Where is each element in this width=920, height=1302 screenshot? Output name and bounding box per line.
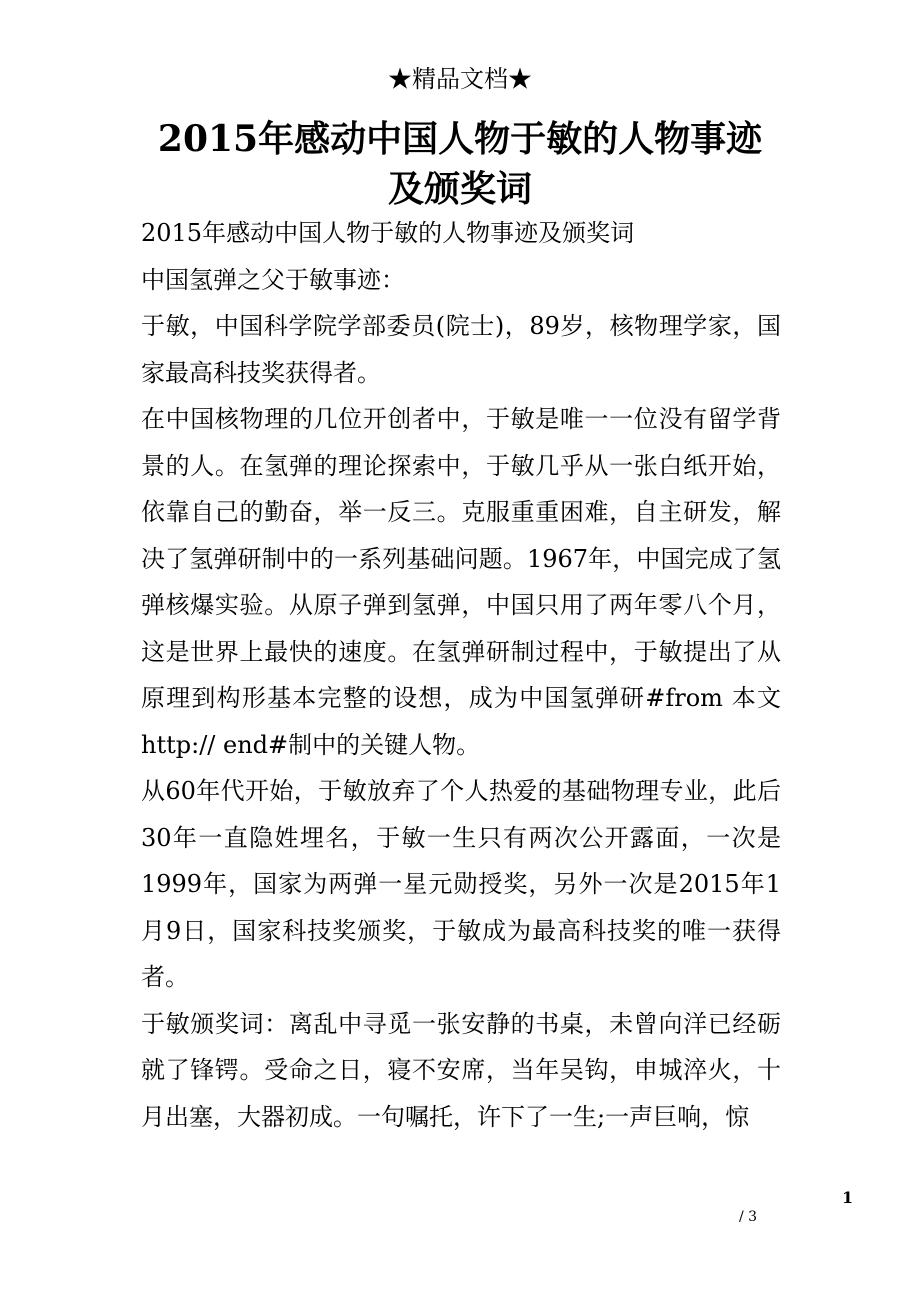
page-total: / 3: [739, 1209, 758, 1225]
paragraph-heading: 中国氢弹之父于敏事迹：: [141, 265, 405, 294]
paragraph-career: 从60年代开始，于敏放弃了个人热爱的基础物理专业，此后30年一直隐姓埋名，于敏一生只有两次公开露面，一次是1999年，国家为两弹一星元勋授奖，另外一次是2015年1月9日，国家科技奖颁奖，于敏成为最高科技奖的唯一获得者。: [141, 777, 781, 991]
paragraph-achievements: 在中国核物理的几位开创者中，于敏是唯一一位没有留学背景的人。在氢弹的理论探索中，于敏几乎从一张白纸开始，依靠自己的勤奋，举一反三。克服重重困难，自主研发，解决了氢弹研制中的一系列基础问题。1967年，中国完成了氢弹核爆实验。从原子弹到氢弹，中国只用了两年零八个月，这是世界上最快的速度。在氢弹研制过程中，于敏提出了从原理到构形基本完整的设想，成为中国氢弹研#from 本文http:// end#制中的关键人物。: [141, 405, 781, 759]
header-mark: ★精品文档★: [388, 65, 532, 93]
paragraph-subtitle: 2015年感动中国人物于敏的人物事迹及颁奖词: [141, 219, 635, 247]
document-title: 2015年感动中国人物于敏的人物事迹及颁奖词: [157, 118, 763, 210]
paragraph-intro: 于敏，中国科学院学部委员(院士)，89岁，核物理学家，国家最高科技奖获得者。: [141, 312, 781, 387]
paragraph-award-speech: 于敏颁奖词：离乱中寻觅一张安静的书桌，未曾向洋已经砺就了锋锷。受命之日，寝不安席，当年吴钩，申城淬火，十月出塞，大器初成。一句嘱托，许下了一生;一声巨响，惊: [141, 1009, 781, 1131]
document-body: [141, 210, 781, 1140]
page-number: 1: [842, 1188, 854, 1207]
